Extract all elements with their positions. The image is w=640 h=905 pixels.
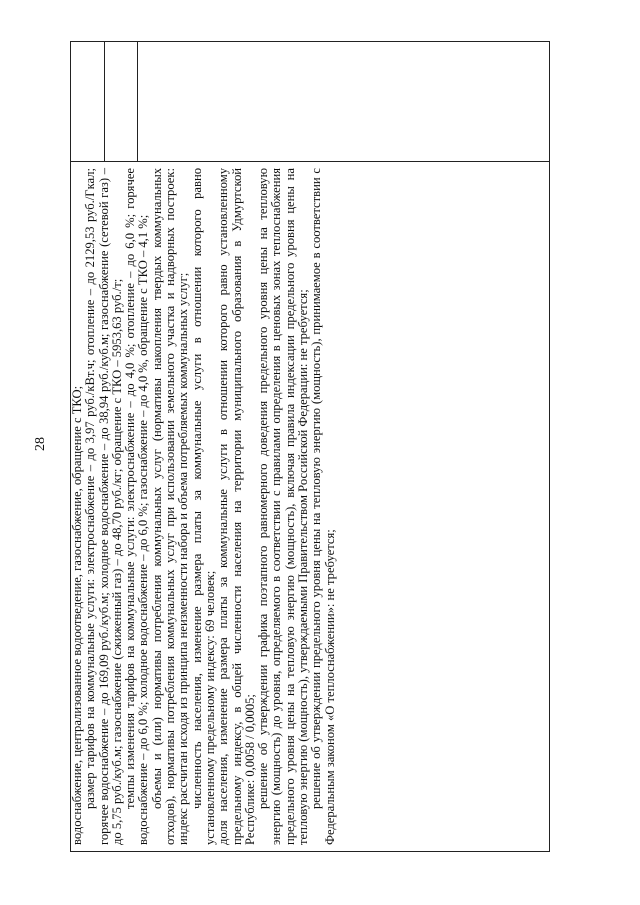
- paragraph-tariff-growth: темпы изменения тарифов на коммунальные услуги: электроснабжение – до 4,0 %; отопление – до 6,0 %; горячее водоснабжение – до 6,0 %; холодное водоснабжение – до 6,0 %; газоснабжение – до 4,0 %, обращение с ТКО – 4,1 %;: [123, 168, 151, 845]
- paragraph-consumption-norms: объемы и (или) нормативы потребления коммунальных услуг (нормативы накопления твердых коммунальных отходов), нормативы потребления коммунальных услуг при использовании земельного участка и надворных построек: индекс рассчитан исходя из принципа неизменности набора и объема потребляемых коммунальных услуг;: [149, 168, 191, 845]
- paragraph-1: водоснабжение, централизованное водоотведение, газоснабжение, обращение с ТКО;: [70, 385, 84, 845]
- rotated-table-wrapper: [70, 42, 550, 852]
- left-columns-inner: [71, 42, 549, 161]
- description-cell: [71, 162, 550, 852]
- page-number: 28: [33, 437, 48, 451]
- paragraph-population-count: численность населения, изменение размера платы за коммунальные услуги в отношении которого равно установленному предельному индексу: 69 человек;: [189, 168, 217, 845]
- content-table: [70, 41, 550, 852]
- paragraph-population-share: доля населения, изменение размера платы за коммунальные услуги в отношении которого равно установленному предельному индексу, в общей численности населения на территории муниципального образования в Удмуртской Республике: 0,0058 / 0,0005;: [216, 168, 257, 845]
- empty-column-cell-1: [71, 42, 105, 161]
- empty-column-cell-2: [105, 42, 138, 161]
- paragraph-tariff-sizes: размер тарифов на коммунальные услуги: электроснабжение – до 3,97 руб./кВт.ч; отопление – до 2129,53 руб./Гкал; горячее водоснабжение – до 169,09 руб./куб.м; холодное водоснабжение – до 38,94 руб./куб.м; газоснабжение (сетевой газ) – до 5,75 руб./куб.м; газоснабжение (сжиженный газ) – до 48,70 руб./кг; обращение с ТКО – 5953,63 руб./т;: [83, 168, 124, 845]
- paragraph-heat-price-level: решение об утверждении предельного уровня цены на тепловую энергию (мощность), принимаемое в соответствии с Федеральным законом «О теплоснабжении»: не требуется;: [309, 168, 337, 845]
- empty-column-cell-3: [138, 42, 550, 161]
- left-columns-cell: [71, 42, 550, 162]
- paragraph-heat-schedule: решение об утверждении графика поэтапного равномерного доведения предельного уровня цены на тепловую энергию (мощность) до уровня, определяемого в соответствии с правилами определения в ценовых зонах теплоснабжения предельного уровня цены на тепловую энергию (мощность), включая правила индексации предельного уровня цены на тепловую энергию (мощность), утверждаемыми Правительством Российской Федерации: не требуется;: [256, 168, 311, 845]
